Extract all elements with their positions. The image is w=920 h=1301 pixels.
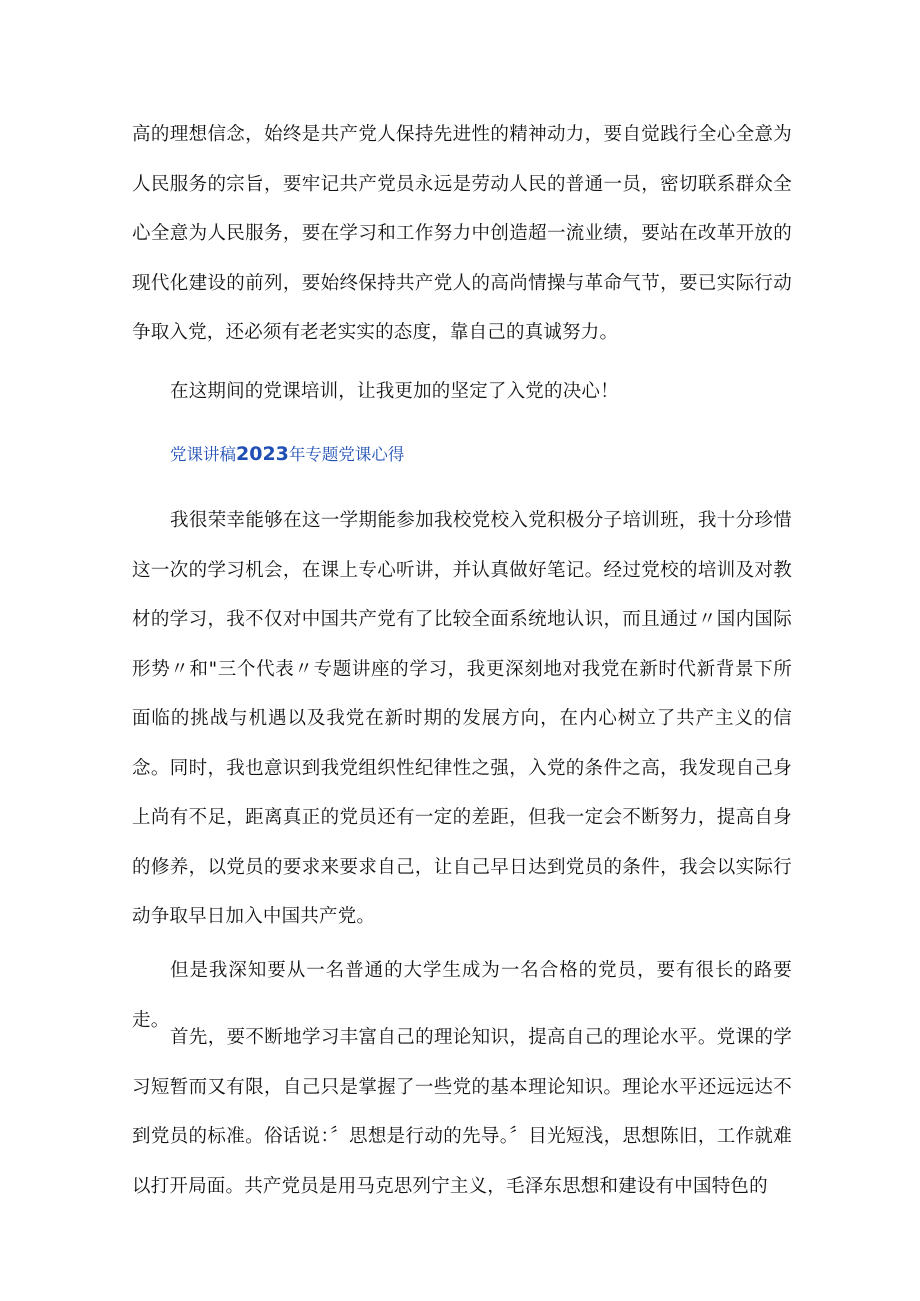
- paragraph-long-road: 但是我深知要从一名普通的大学生成为一名合格的党员，要有很长的路要走。: [132, 960, 792, 1031]
- paragraph-training: 在这期间的党课培训，让我更加的坚定了入党的决心！: [170, 381, 619, 402]
- section-heading: [170, 438, 404, 471]
- heading-prefix: 党课讲稿: [170, 445, 236, 464]
- heading-suffix: 年专题党课心得: [288, 445, 405, 464]
- paragraph-first: 首先，要不断地学习丰富自己的理论知识，提高自己的理论水平。党课的学习短暂而又有限，自己只是掌握了一些党的基本理论知识。理论水平还远远达不到党员的标准。俗话说：〞思想是行动的先导。〞目光短浅，思想陈旧，工作就难以打开局面。共产党员是用马克思列宁主义，毛泽东思想和建设有中国特色的: [132, 1027, 792, 1197]
- paragraph-ideals: 高的理想信念，始终是共产党人保持先进性的精神动力，要自觉践行全心全意为人民服务的宗旨，要牢记共产党员永远是劳动人民的普通一员，密切联系群众全心全意为人民服务，要在学习和工作努力中创造超一流业绩，要站在改革开放的现代化建设的前列，要始终保持共产党人的高尚情操与革命气节，要已实际行动争取入党，还必须有老老实实的态度，靠自己的真诚努力。: [132, 124, 792, 343]
- paragraph-honor: 我很荣幸能够在这一学期能参加我校党校入党积极分子培训班，我十分珍惜这一次的学习机会，在课上专心听讲，并认真做好笔记。经过党校的培训及对教材的学习，我不仅对中国共产党有了比较全面系统地认识，而且通过〃国内国际形势〃和"三个代表〃专题讲座的学习，我更深刻地对我党在新时代新背景下所面临的挑战与机遇以及我党在新时期的发展方向，在内心树立了共产主义的信念。同时，我也意识到我党组织性纪律性之强，入党的条件之高，我发现自己身上尚有不足，距离真正的党员还有一定的差距，但我一定会不断努力，提高自身的修养，以党员的要求来要求自己，让自己早日达到党员的条件，我会以实际行动争取早日加入中国共产党。: [132, 510, 792, 927]
- heading-year: 2023: [236, 443, 289, 465]
